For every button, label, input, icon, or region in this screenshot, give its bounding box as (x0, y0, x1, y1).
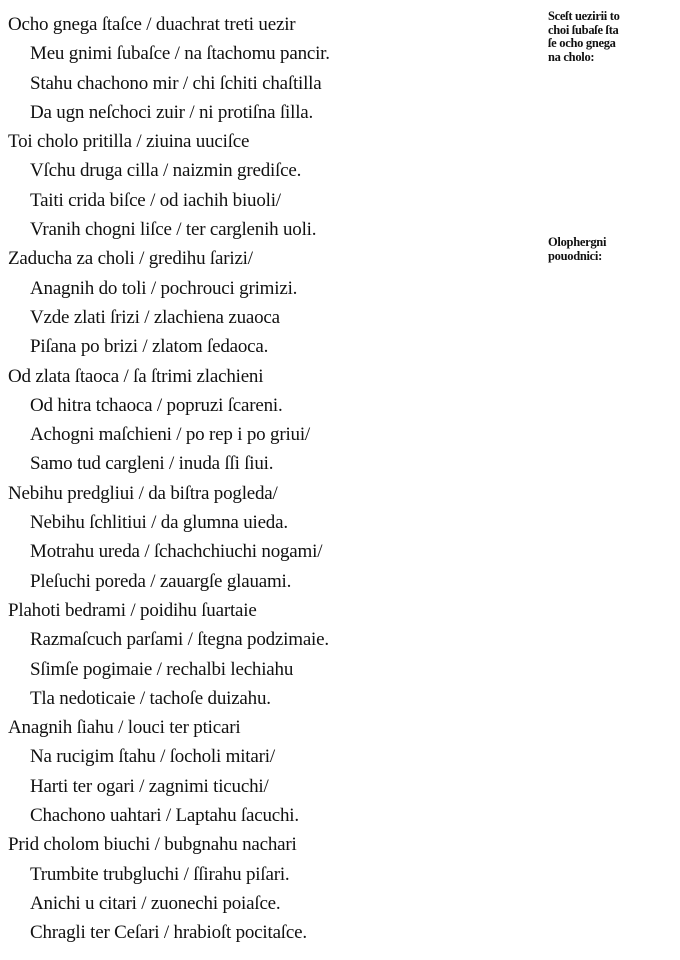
margin-note-line: Sceſt uezirii to (548, 9, 620, 23)
poem-line: Vſchu druga cilla / naizmin grediſce. (30, 160, 302, 182)
poem-line: Chragli ter Ceſari / hrabioſt pocitaſce. (30, 922, 307, 944)
poem-line: Harti ter ogari / zagnimi ticuchi/ (30, 775, 269, 797)
poem-line: Anagnih ſiahu / louci ter pticari (8, 717, 241, 739)
poem-line: Vzde zlati ſrizi / zlachiena zuaoca (30, 306, 280, 328)
margin-note-line: choi ſubaſe ſta (548, 22, 619, 37)
poem-line: Zaducha za choli / gredihu ſarizi/ (8, 248, 253, 270)
poem-line: Prid cholom biuchi / bubgnahu nachari (8, 834, 297, 856)
poem-line: Trumbite trubgluchi / ſſirahu piſari. (30, 863, 290, 885)
margin-note-line: ſe ocho gnega (548, 36, 616, 50)
poem-line: Od zlata ſtaoca / ſa ſtrimi zlachieni (8, 365, 264, 387)
poem-line: Anagnih do toli / pochrouci grimizi. (30, 277, 298, 299)
margin-note-line: Olophergni (548, 235, 607, 249)
poem-text (8, 10, 528, 948)
poem-line: Vranih chogni liſce / ter carglenih uoli. (30, 219, 317, 241)
margin-note-line: pouodnici: (548, 248, 602, 263)
poem-line: Od hitra tchaoca / popruzi ſcareni. (30, 394, 283, 416)
poem-line: Samo tud cargleni / inuda ſſi ſiui. (30, 453, 274, 475)
margin-note-1 (548, 10, 676, 64)
margin-note-2 (548, 236, 676, 263)
poem-line: Nebihu predgliui / da biſtra pogleda/ (8, 482, 278, 504)
poem-line: Achogni maſchieni / po rep i po griui/ (30, 424, 310, 446)
poem-line: Meu gnimi ſubaſce / na ſtachomu pancir. (30, 43, 330, 65)
poem-line: Da ugn neſchoci zuir / ni protiſna ſilla. (30, 101, 314, 123)
poem-line: Motrahu ureda / ſchachchiuchi nogami/ (30, 541, 323, 563)
poem-line: Plahoti bedrami / poidihu ſuartaie (8, 599, 257, 621)
poem-line: Anichi u citari / zuonechi poiaſce. (30, 892, 281, 914)
poem-line: Sſimſe pogimaie / rechalbi lechiahu (30, 658, 294, 680)
poem-line: Na rucigim ſtahu / ſocholi mitari/ (30, 746, 275, 768)
poem-line: Ocho gnega ſtaſce / duachrat treti uezir (8, 14, 296, 35)
poem-line: Stahu chachono mir / chi ſchiti chaſtilla (30, 72, 322, 94)
poem-line: Toi cholo pritilla / ziuina uuciſce (8, 131, 250, 153)
margin-note-line: na cholo: (548, 49, 595, 64)
poem-line: Chachono uahtari / Laptahu ſacuchi. (30, 805, 299, 827)
poem-line: Piſana po brizi / zlatom ſedaoca. (30, 336, 269, 358)
poem-line: Taiti crida biſce / od iachih biuoli/ (30, 189, 281, 211)
poem-line: Nebihu ſchlitiui / da glumna uieda. (30, 512, 288, 534)
poem-line: Razmaſcuch parſami / ſtegna podzimaie. (30, 629, 329, 651)
poem-line: Tla nedoticaie / tachoſe duizahu. (30, 687, 271, 709)
poem-line: Pleſuchi poreda / zauargſe glauami. (30, 570, 292, 592)
